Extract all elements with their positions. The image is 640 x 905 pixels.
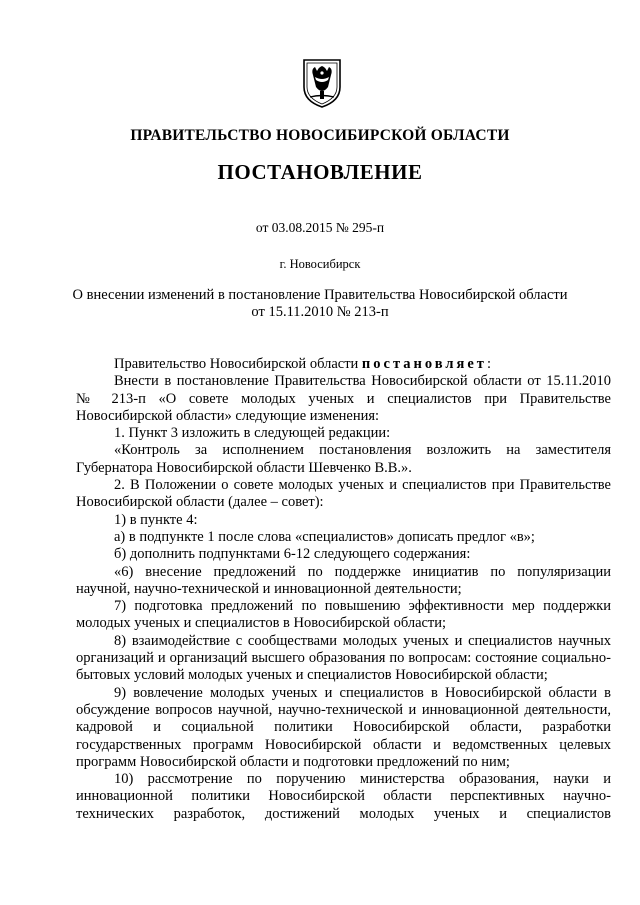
paragraph: 10) рассмотрение по поручению министерства образования, науки и инновационной политики Новосибирской области перспективных научно-технических разработок, достижений молодых ученых и специалистов [76, 771, 611, 822]
coat-of-arms-icon [300, 57, 344, 109]
document-body [76, 356, 611, 823]
paragraph-intro [76, 356, 611, 373]
subject-line-2: от 15.11.2010 № 213-п [251, 304, 389, 320]
document-date-number: от 03.08.2015 № 295-п [255, 220, 385, 235]
organization-name: ПРАВИТЕЛЬСТВО НОВОСИБИРСКОЙ ОБЛАСТИ [130, 127, 510, 144]
paragraph: 1) в пункте 4: [114, 511, 198, 528]
document-type: ПОСТАНОВЛЕНИЕ [217, 160, 423, 184]
paragraph: «6) внесение предложений по поддержке инициатив по популяризации научной, научно-технической и инновационной деятельности; [76, 563, 611, 597]
paragraph: 9) вовлечение молодых ученых и специалистов в Новосибирской области в обсуждение вопросов научной, научно-технической и инновационной деятельности, кадровой и социальной политики Новосибирской области, разработки государственных программ Новосибирской области и ведомственных целевых программ Новосибирской области и подготовки предложений по ним; [76, 684, 611, 770]
document-subject [0, 287, 640, 321]
paragraph: Внести в постановление Правительства Новосибирской области от 15.11.2010 № 213-п «О совете молодых ученых и специалистов при Правительстве Новосибирской области» следующие изменения: [76, 373, 611, 424]
intro-suffix: : [486, 356, 491, 372]
paragraph: б) дополнить подпунктами 6-12 следующего содержания: [114, 546, 471, 563]
paragraph: «Контроль за исполнением постановления возложить на заместителя Губернатора Новосибирской области Шевченко В.В.». [76, 442, 611, 476]
paragraph: а) в подпункте 1 после слова «специалистов» дописать предлог «в»; [114, 528, 535, 545]
subject-line-1: О внесении изменений в постановление Правительства Новосибирской области [72, 287, 568, 303]
paragraph: 7) подготовка предложений по повышению эффективности мер поддержки молодых ученых и специалистов в Новосибирской области; [76, 598, 611, 632]
intro-prefix: Правительство Новосибирской области [114, 356, 362, 372]
paragraph: 1. Пункт 3 изложить в следующей редакции: [114, 425, 391, 442]
paragraph: 2. В Положении о совете молодых ученых и специалистов при Правительстве Новосибирской области (далее – совет): [76, 477, 611, 511]
document-city: г. Новосибирск [279, 257, 361, 271]
paragraph: 8) взаимодействие с сообществами молодых ученых и специалистов научных организаций и организаций высшего образования по вопросам: состояние социально-бытовых условий молодых ученых и специалистов Новосибирской области; [76, 632, 611, 684]
decree-word: постановляет [361, 356, 487, 372]
